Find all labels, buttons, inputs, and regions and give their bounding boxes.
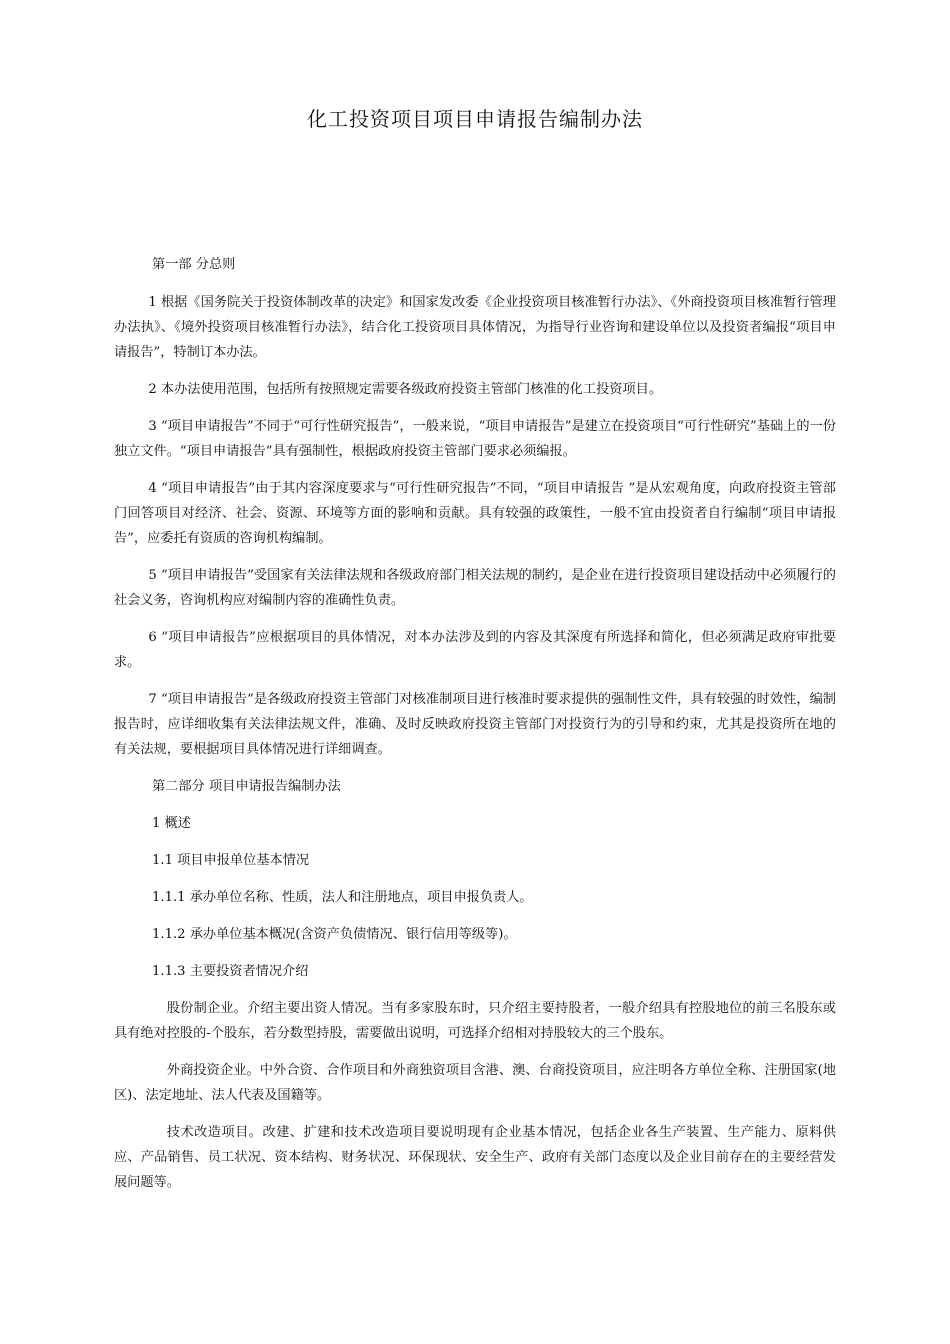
paragraph-technical-renovation: 技术改造项目。改建、扩建和技术改造项目要说明现有企业基本情况，包括企业各生产装置、生产能力、原料供应、产品销售、员工状况、资本结构、财务状况、环保现状、安全生产、政府有关部门态度以及企业目前存在的主要经营发展问题等。 (114, 1125, 836, 1190)
paragraph-6: 6 “项目申请报告”应根据项目的具体情况，对本办法涉及到的内容及其深度有所选择和简化，但必须满足政府审批要求。 (114, 630, 836, 670)
heading-1-1-1: 1.1.1 承办单位名称、性质，法人和注册地点，项目申报负责人。 (152, 890, 533, 905)
paragraph-7: 7 “项目申请报告”是各级政府投资主管部门对核准制项目进行核准时要求提供的强制性文件，具有较强的时效性，编制报告时，应详细收集有关法律法规文件，准确、及时反映政府投资主管部门对投资行为的引导和约束，尤其是投资所在地的有关法规，要根据项目具体情况进行详细调查。 (114, 692, 836, 757)
heading-1-1-3: 1.1.3 主要投资者情况介绍 (152, 964, 309, 979)
document-body (114, 252, 836, 1195)
paragraph-5: 5 “项目申请报告”受国家有关法律法规和各级政府部门相关法规的制约，是企业在进行投资项目建设括动中必须履行的社会义务，咨询机构应对编制内容的准确性负责。 (114, 568, 836, 608)
document-title: 化工投资项目项目申请报告编制办法 (307, 107, 643, 131)
paragraph-3: 3 “项目申请报告”不同于“可行性研究报告”，一般来说，“项目申请报告”是建立在投资项目“可行性研究”基础上的一份独立文件。“项目申请报告”具有强制性，根据政府投资主管部门要求必须编报。 (114, 419, 836, 459)
heading-1: 1 概述 (152, 816, 191, 831)
section-heading-part2: 第二部分 项目申请报告编制办法 (152, 779, 341, 794)
paragraph-foreign-investment: 外商投资企业。中外合资、合作项目和外商独资项目含港、澳、台商投资项目，应注明各方单位全称、注册国家(地区)、法定地址、法人代表及国籍等。 (114, 1063, 836, 1103)
paragraph-shareholding: 股份制企业。介绍主要出资人情况。当有多家股东时，只介绍主要持股者，一般介绍具有控股地位的前三名股东或具有绝对控股的-个股东，若分数型持股，需要做出说明，可选择介绍相对持股较大的三个股东。 (114, 1001, 836, 1041)
section-heading-part1: 第一部 分总则 (152, 257, 236, 272)
heading-1-1: 1.1 项目申报单位基本情况 (152, 853, 310, 868)
paragraph-1: 1 根据《国务院关于投资体制改革的决定》和国家发改委《企业投资项目核准暂行办法》、《外商投资项目核准暂行管理办法执》、《境外投资项目核准暂行办法》，结合化工投资项目具体情况，为指导行业咨询和建设单位以及投资者编报“项目申请报告”，特制订本办法。 (114, 295, 836, 360)
paragraph-4: 4 “项目申请报告”由于其内容深度要求与“可行性研究报告”不同，“项目申请报告 ”是从宏观角度，向政府投资主管部门回答项目对经济、社会、资源、环境等方面的影响和贡献。具有较强的政策性，一般不宜由投资者自行编制“项目申请报告”，应委托有资质的咨询机构编制。 (114, 481, 836, 546)
paragraph-2: 2 本办法使用范围，包括所有按照规定需要各级政府投资主管部门核准的化工投资项目。 (148, 382, 663, 397)
heading-1-1-2: 1.1.2 承办单位基本概况(含资产负债情况、银行信用等级等)。 (152, 927, 517, 942)
